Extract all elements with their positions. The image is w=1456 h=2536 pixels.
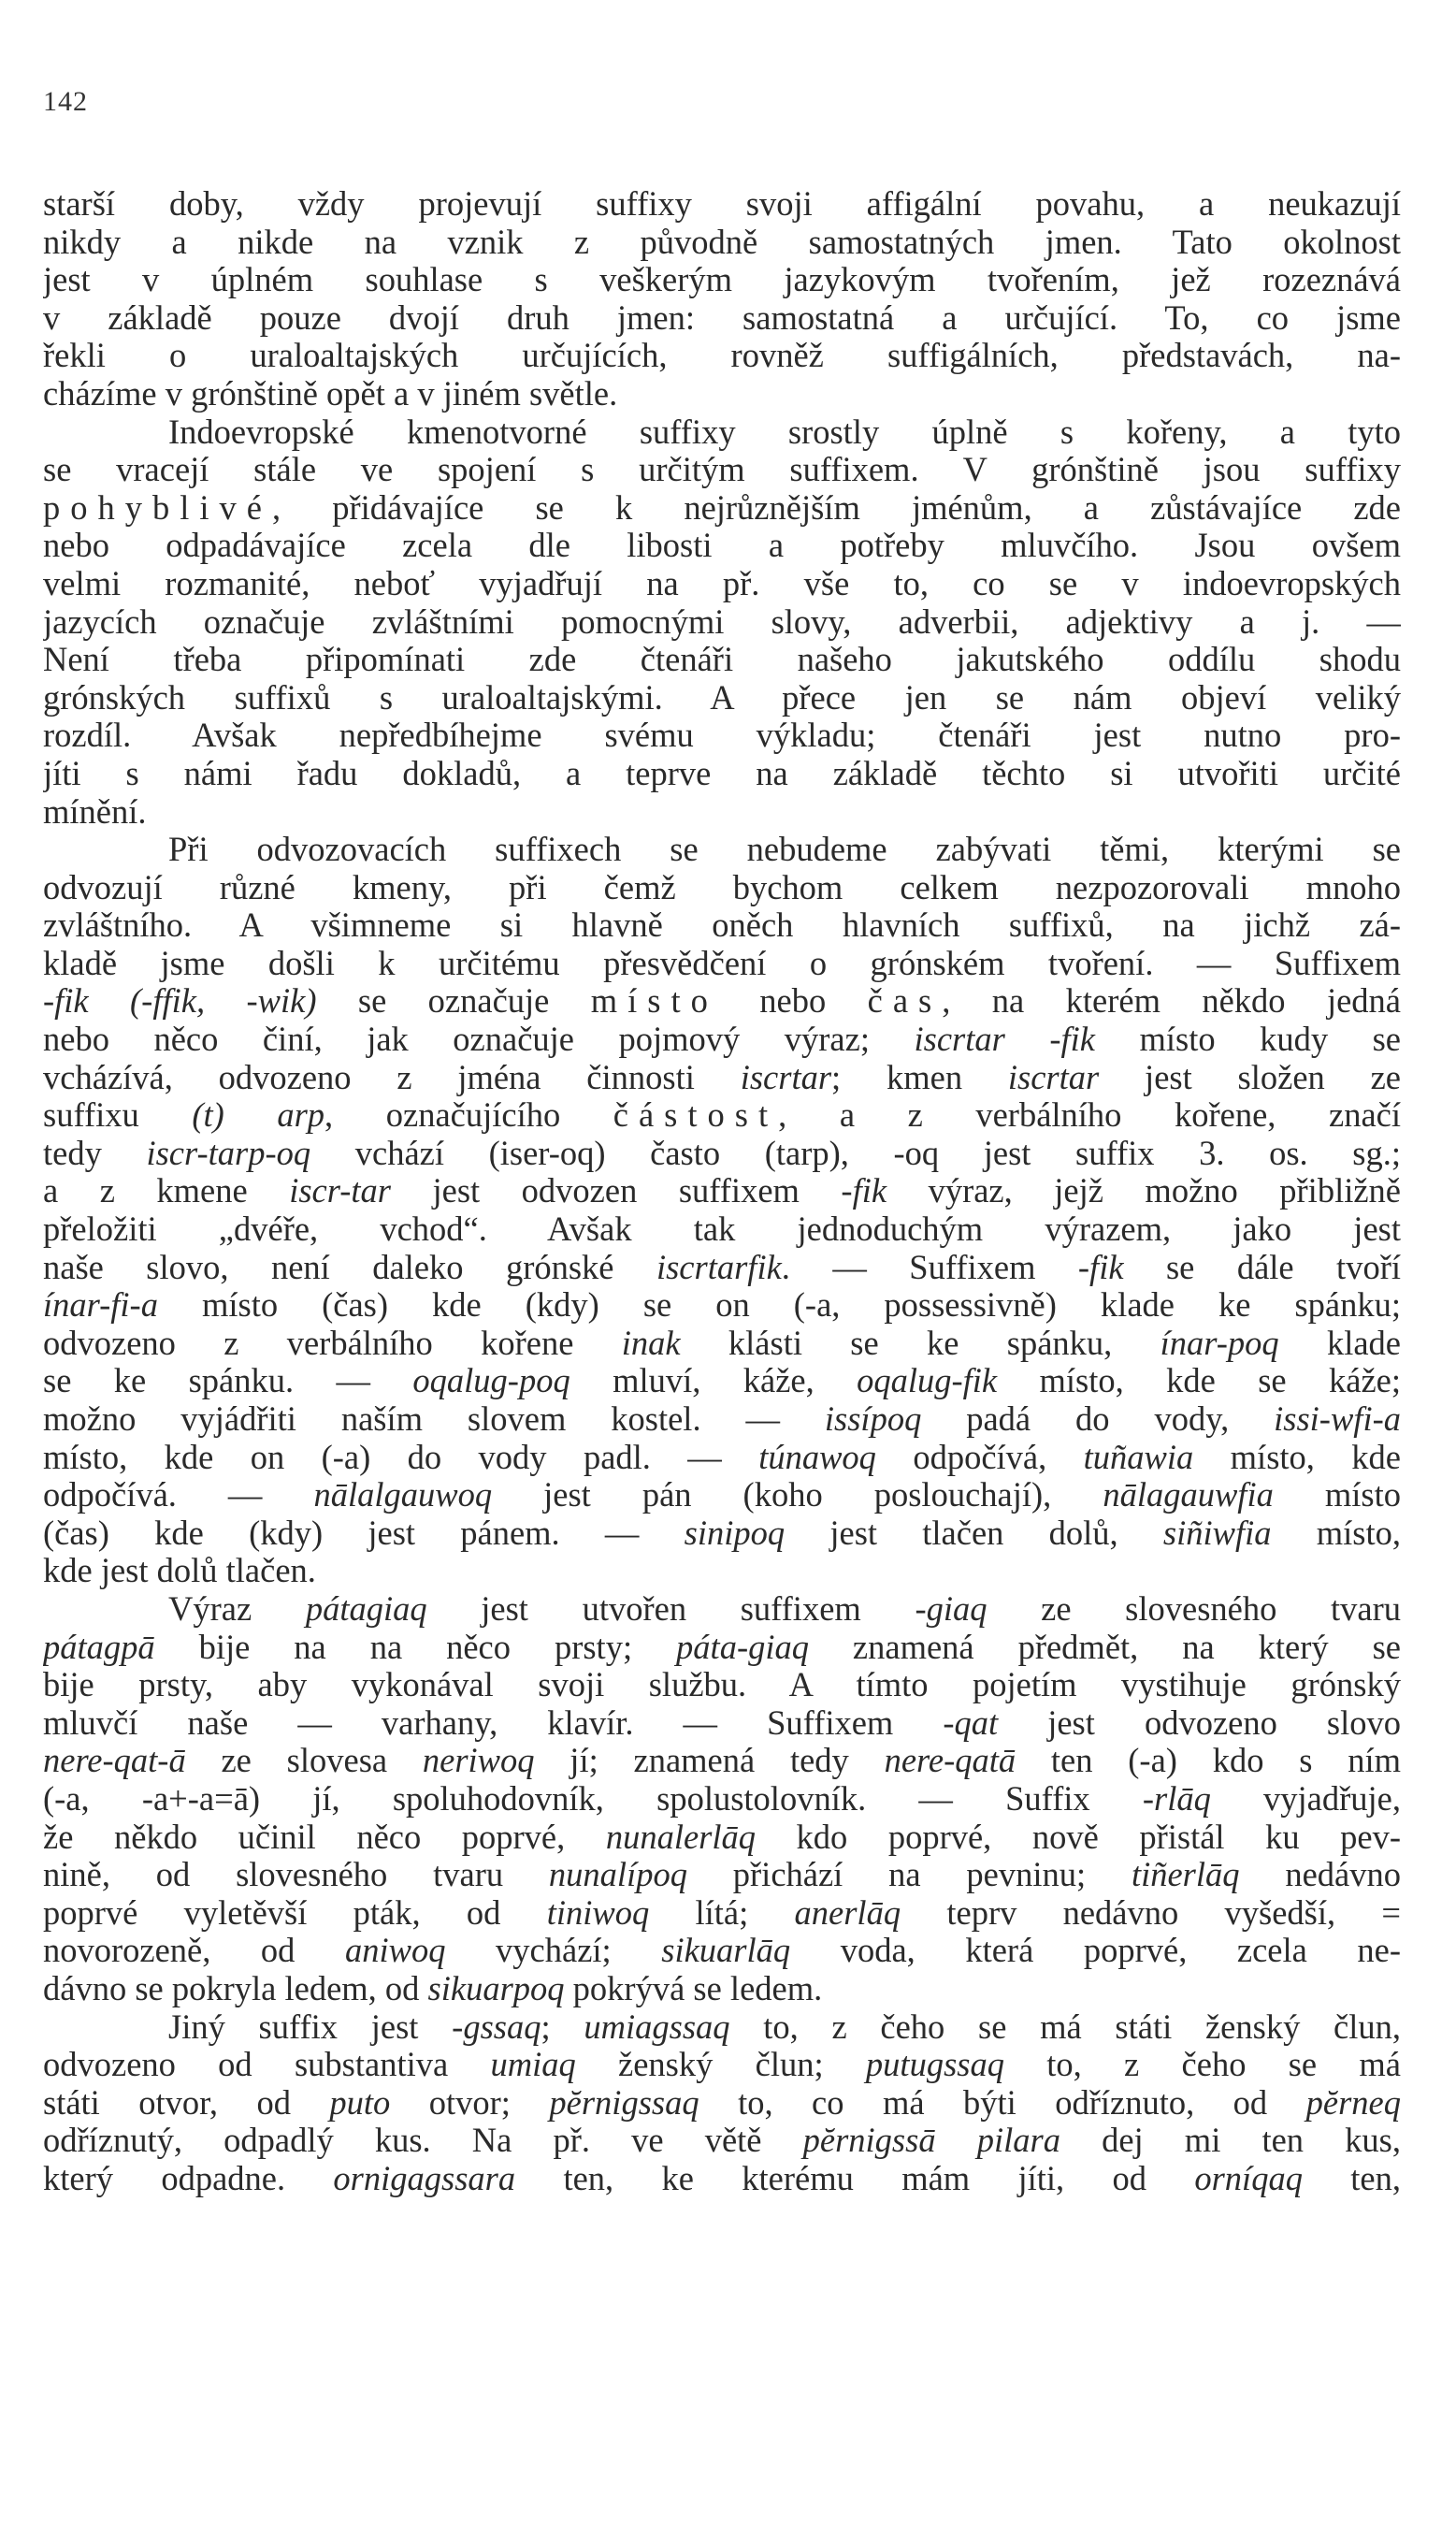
text-run: . — Suffixem	[781, 1248, 1078, 1286]
text-run: (-a, -a+-a=ā) jí, spoluhodovník, spolustolovník. — Suffix	[43, 1779, 1143, 1818]
text-run: ten, ke kterému mám jíti, od	[515, 2159, 1195, 2197]
text-run: odvozeno z verbálního kořene	[43, 1324, 622, 1362]
text-run: , na kterém někdo jedná	[942, 982, 1401, 1021]
text-line	[43, 299, 1401, 338]
text-run: místo, kde	[1193, 1438, 1401, 1476]
text-line	[43, 565, 1401, 603]
text-run: rozdíl. Avšak nepředbíhejme svému výkladu; čtenáři jest nutno pro-	[43, 717, 1401, 755]
text-run: ten,	[1302, 2159, 1401, 2197]
text-run: mluví, káže,	[569, 1362, 858, 1400]
text-run: Není třeba připomínati zde čtenáři našeho jakutského oddílu shodu	[43, 641, 1401, 679]
italic-term: nere-qatā	[884, 1742, 1016, 1780]
text-run: jazycích označuje zvláštními pomocnými slovy, adverbii, adjektivy a j. —	[43, 602, 1401, 641]
text-run: přeložiti „dvéře, vchod“. Avšak tak jednoduchým výrazem, jako jest	[43, 1210, 1401, 1249]
text-line	[43, 982, 1401, 1021]
italic-term: -gssaq	[452, 2007, 541, 2046]
text-run: dávno se pokryla ledem, od	[43, 1968, 428, 2007]
text-line	[43, 1856, 1401, 1894]
text-run: jest utvořen suffixem	[426, 1589, 915, 1628]
text-run: kdo poprvé, nově přistál ku pev-	[756, 1818, 1401, 1856]
text-line	[43, 945, 1401, 983]
italic-term: sikuarlāq	[661, 1932, 791, 1970]
text-run: státi otvor, od	[43, 2083, 330, 2122]
text-run: místo	[1273, 1476, 1401, 1514]
text-run: místo (čas) kde (kdy) se on (-a, possessivně) klade ke spánku;	[157, 1286, 1401, 1325]
italic-term: nunalerlāq	[605, 1818, 756, 1856]
text-run: místo,	[1271, 1514, 1401, 1552]
text-line	[43, 1590, 1401, 1629]
text-run: místo, kde se káže;	[997, 1362, 1401, 1400]
spaced-emphasis: pohyblivé	[43, 488, 272, 527]
text-run: ;	[541, 2007, 584, 2046]
text-run: jí; znamená tedy	[534, 1742, 885, 1780]
italic-term: iscrtar	[1007, 1058, 1100, 1096]
italic-term: issi-wfi-a	[1274, 1400, 1401, 1438]
text-run: jest odvozeno slovo	[998, 1703, 1401, 1742]
text-line	[43, 1514, 1401, 1553]
text-line	[43, 1894, 1401, 1933]
italic-term: -giaq	[915, 1589, 987, 1628]
text-run: padá do vody,	[921, 1400, 1275, 1438]
text-run: nině, od slovesného tvaru	[43, 1856, 549, 1894]
text-run: nebo odpadávajíce zcela dle libosti a potřeby mluvčího. Jsou ovšem	[43, 527, 1401, 565]
text-line	[43, 717, 1401, 755]
italic-term: tiniwoq	[546, 1893, 650, 1932]
spaced-emphasis: místo	[590, 982, 718, 1021]
italic-term: -rlāq	[1142, 1779, 1211, 1818]
italic-term: túnawoq	[758, 1438, 876, 1476]
text-line	[43, 451, 1401, 489]
text-line	[43, 1666, 1401, 1704]
text-run: Indoevropské kmenotvorné suffixy srostly úplně s kořeny, a tyto	[168, 413, 1401, 451]
italic-term: oqalug-poq	[412, 1362, 570, 1400]
text-line	[43, 2084, 1401, 2123]
text-line	[43, 1476, 1401, 1514]
text-run: jíti s námi řadu dokladů, a teprve na základě těchto si utvořiti určité	[43, 754, 1401, 792]
text-line	[43, 1704, 1401, 1743]
text-run: dej mi ten kus,	[1060, 2122, 1401, 2160]
text-run: a z kmene	[43, 1172, 290, 1210]
italic-term: iscr-tarp-oq	[146, 1134, 311, 1172]
text-line	[43, 489, 1401, 528]
text-line	[43, 1172, 1401, 1210]
text-run: poprvé vyletěvší pták, od	[43, 1893, 547, 1932]
text-run: , a z verbálního kořene, značí	[778, 1096, 1401, 1135]
text-run: odvozují různé kmeny, při čemž bychom celkem nezpozorovali mnoho	[43, 868, 1401, 906]
text-run: mínění.	[43, 791, 147, 831]
text-run: výraz, jejž možno přibližně	[887, 1172, 1401, 1210]
italic-term: pĕrnigssā pilara	[802, 2122, 1060, 2160]
italic-term: pĕrnigssaq	[549, 2083, 699, 2122]
italic-term: -fik (-ffik, -wik)	[43, 982, 317, 1021]
italic-term: aniwoq	[345, 1932, 446, 1970]
text-run: se označuje	[316, 982, 591, 1021]
text-run: nedávno	[1239, 1856, 1401, 1894]
text-line	[43, 1400, 1401, 1439]
text-run: bije na na něco prsty;	[154, 1628, 677, 1666]
italic-term: páta-giaq	[676, 1628, 809, 1666]
text-line	[43, 413, 1401, 452]
italic-term: iscrtar -fik	[914, 1021, 1095, 1059]
text-run: znamená předmět, na který se	[808, 1628, 1401, 1666]
page-number: 142	[43, 86, 88, 117]
spaced-emphasis: čas	[867, 982, 943, 1021]
text-run: jest odvozen suffixem	[390, 1172, 842, 1210]
text-run: vchází (iser-oq) často (tarp), -oq jest suffix 3. os. sg.;	[310, 1134, 1401, 1172]
text-run: odvozeno od substantiva	[43, 2046, 491, 2084]
text-run: jest v úplném souhlase s veškerým jazykovým tvořením, jež rozeznává	[43, 261, 1401, 299]
text-run: to, z čeho se má	[1003, 2046, 1401, 2084]
text-line	[43, 1325, 1401, 1363]
italic-term: siñiwfia	[1162, 1514, 1272, 1552]
italic-term: umiaq	[490, 2046, 576, 2084]
italic-term: nālalgauwoq	[313, 1476, 493, 1514]
text-line	[43, 2008, 1401, 2047]
italic-term: puto	[329, 2083, 391, 2122]
text-run: Výraz	[168, 1589, 306, 1628]
text-run: kladě jsme došli k určitému přesvědčení o grónském tvoření. — Suffixem	[43, 944, 1401, 982]
text-run: klade	[1278, 1324, 1401, 1362]
text-line	[43, 1629, 1401, 1667]
text-line	[43, 337, 1401, 375]
text-run: (čas) kde (kdy) jest pánem. —	[43, 1514, 685, 1552]
text-line	[43, 1362, 1401, 1400]
italic-term: sikuarpoq	[427, 1968, 565, 2007]
italic-term: ínar-fi-a	[43, 1286, 158, 1325]
italic-term: -fik	[841, 1172, 887, 1210]
italic-term: tuñawia	[1083, 1438, 1194, 1476]
text-run: jest pán (koho poslouchají),	[492, 1476, 1103, 1514]
text-run: , přidávajíce se k nejrůznějším jménům, a zůstávajíce zde	[271, 488, 1401, 527]
text-run: ten (-a) kdo s ním	[1016, 1742, 1401, 1780]
italic-term: anerlāq	[794, 1893, 901, 1932]
text-line	[43, 1970, 1401, 2008]
text-run: pokrývá se ledem.	[564, 1968, 823, 2007]
text-run: odříznutý, odpadlý kus. Na př. ve větě	[43, 2122, 803, 2160]
text-line	[43, 793, 1401, 832]
text-run: jest tlačen dolů,	[785, 1514, 1163, 1552]
text-run: ze slovesa	[185, 1742, 423, 1780]
text-run: přichází na pevninu;	[686, 1856, 1132, 1894]
text-line	[43, 2122, 1401, 2160]
text-line	[43, 375, 1401, 413]
italic-term: oqalug-fik	[857, 1362, 998, 1400]
italic-term: iscrtarfik	[656, 1248, 782, 1286]
text-run: , označujícího	[324, 1096, 613, 1135]
italic-term: iscrtar	[740, 1058, 832, 1096]
text-run: mluvčí naše — varhany, klavír. — Suffixem	[43, 1703, 944, 1742]
text-run: to, z čeho se má státi ženský člun,	[729, 2007, 1401, 2046]
italic-term: sinipoq	[684, 1514, 786, 1552]
text-run: teprv nedávno vyšedší, =	[901, 1893, 1401, 1932]
text-line	[43, 2046, 1401, 2084]
text-line	[43, 1780, 1401, 1819]
text-run: odpočívá,	[875, 1438, 1084, 1476]
text-line	[43, 1021, 1401, 1059]
text-run: lítá;	[649, 1893, 795, 1932]
text-run: který odpadne.	[43, 2159, 334, 2197]
text-line	[43, 527, 1401, 565]
italic-term: umiagssaq	[584, 2007, 730, 2046]
text-run: Při odvozovacích suffixech se nebudeme zabývati těmi, kterými se	[168, 831, 1401, 869]
text-run: vcházívá, odvozeno z jména činnosti	[43, 1058, 741, 1096]
text-run: grónských suffixů s uraloaltajskými. A přece jen se nám objeví veliký	[43, 678, 1401, 717]
text-line	[43, 1742, 1401, 1780]
text-run: že někdo učinil něco poprvé,	[43, 1818, 606, 1856]
text-run: v základě pouze dvojí druh jmen: samostatná a určující. To, co jsme	[43, 298, 1401, 337]
text-run: nebo	[717, 982, 868, 1021]
italic-term: ínar-poq	[1160, 1324, 1279, 1362]
text-line	[43, 1819, 1401, 1857]
italic-term: pátagpā	[43, 1628, 155, 1666]
italic-term: nere-qat-ā	[43, 1742, 186, 1780]
text-line	[43, 1135, 1401, 1173]
italic-term: inak	[621, 1324, 681, 1362]
text-run: klásti se ke spánku,	[680, 1324, 1160, 1362]
text-run: možno vyjádřiti naším slovem kostel. —	[43, 1400, 825, 1438]
italic-term: tiñerlāq	[1131, 1856, 1240, 1894]
text-line	[43, 603, 1401, 642]
text-run: se vracejí stále ve spojení s určitým suffixem. V grónštině jsou suffixy	[43, 451, 1401, 489]
italic-term: nālagauwfia	[1103, 1476, 1274, 1514]
text-run: suffixu	[43, 1096, 193, 1135]
text-run: řekli o uraloaltajských určujících, rovněž suffigálních, představách, na-	[43, 337, 1401, 375]
text-line	[43, 224, 1401, 262]
text-line	[43, 1286, 1401, 1325]
text-line	[43, 1249, 1401, 1287]
italic-term: nunalípoq	[548, 1856, 687, 1894]
text-line	[43, 1096, 1401, 1135]
text-line	[43, 185, 1401, 224]
text-run: otvor;	[390, 2083, 550, 2122]
text-line	[43, 1210, 1401, 1249]
italic-term: (t) arp	[192, 1096, 325, 1135]
text-run: se ke spánku. —	[43, 1362, 413, 1400]
text-line	[43, 641, 1401, 679]
italic-term: pĕrneq	[1305, 2083, 1401, 2122]
text-line	[43, 1932, 1401, 1970]
text-run: voda, která poprvé, zcela ne-	[790, 1932, 1401, 1970]
text-run: vyjadřuje,	[1210, 1779, 1401, 1818]
text-line	[43, 1439, 1401, 1477]
text-run: Jiný suffix jest	[168, 2007, 453, 2046]
text-run: naše slovo, není daleko grónské	[43, 1248, 656, 1286]
italic-term: -fik	[1077, 1248, 1124, 1286]
text-run: jest složen ze	[1099, 1058, 1401, 1096]
text-run: ; kmen	[831, 1058, 1008, 1096]
text-line	[43, 831, 1401, 869]
text-line	[43, 2160, 1401, 2198]
text-run: starší doby, vždy projevují suffixy svoji affigální povahu, a neukazují	[43, 185, 1401, 223]
italic-term: ornigagssara	[333, 2159, 516, 2197]
text-run: zvláštního. A všimneme si hlavně oněch hlavních suffixů, na jichž zá-	[43, 906, 1401, 945]
italic-term: -qat	[943, 1703, 999, 1742]
text-run: vychází;	[445, 1932, 662, 1970]
italic-term: iscr-tar	[289, 1172, 391, 1210]
text-run: kde jest dolů tlačen.	[43, 1551, 316, 1590]
text-run: bije prsty, aby vykonával svoji službu. A tímto pojetím vystihuje grónský	[43, 1666, 1401, 1704]
text-line	[43, 679, 1401, 717]
text-run: cházíme v grónštině opět a v jiném světle.	[43, 373, 618, 413]
text-run: tedy	[43, 1134, 147, 1172]
text-line	[43, 1552, 1401, 1590]
text-run: ze slovesného tvaru	[987, 1589, 1401, 1628]
text-run: novorozeně, od	[43, 1932, 345, 1970]
text-line	[43, 869, 1401, 907]
text-run: odpočívá. —	[43, 1476, 314, 1514]
text-run: ženský člun;	[575, 2046, 866, 2084]
italic-term: issípoq	[824, 1400, 922, 1438]
italic-term: neriwoq	[422, 1742, 535, 1780]
text-line	[43, 261, 1401, 299]
text-run: nikdy a nikde na vznik z původně samostatných jmen. Tato okolnost	[43, 223, 1401, 261]
text-line	[43, 755, 1401, 793]
italic-term: putugssaq	[865, 2046, 1004, 2084]
italic-term: pátagiaq	[305, 1589, 427, 1628]
text-line	[43, 1059, 1401, 1097]
text-run: se dále tvoří	[1123, 1248, 1401, 1286]
text-run: velmi rozmanité, neboť vyjadřují na př. vše to, co se v indoevropských	[43, 564, 1401, 602]
text-run: místo, kde on (-a) do vody padl. —	[43, 1438, 759, 1476]
body-text	[43, 185, 1401, 2197]
text-run: nebo něco činí, jak označuje pojmový výraz;	[43, 1021, 915, 1059]
spaced-emphasis: částost	[613, 1096, 779, 1135]
text-run: místo kudy se	[1094, 1021, 1401, 1059]
text-line	[43, 906, 1401, 945]
text-run: to, co má býti odříznuto, od	[699, 2083, 1306, 2122]
italic-term: orníqaq	[1194, 2159, 1303, 2197]
